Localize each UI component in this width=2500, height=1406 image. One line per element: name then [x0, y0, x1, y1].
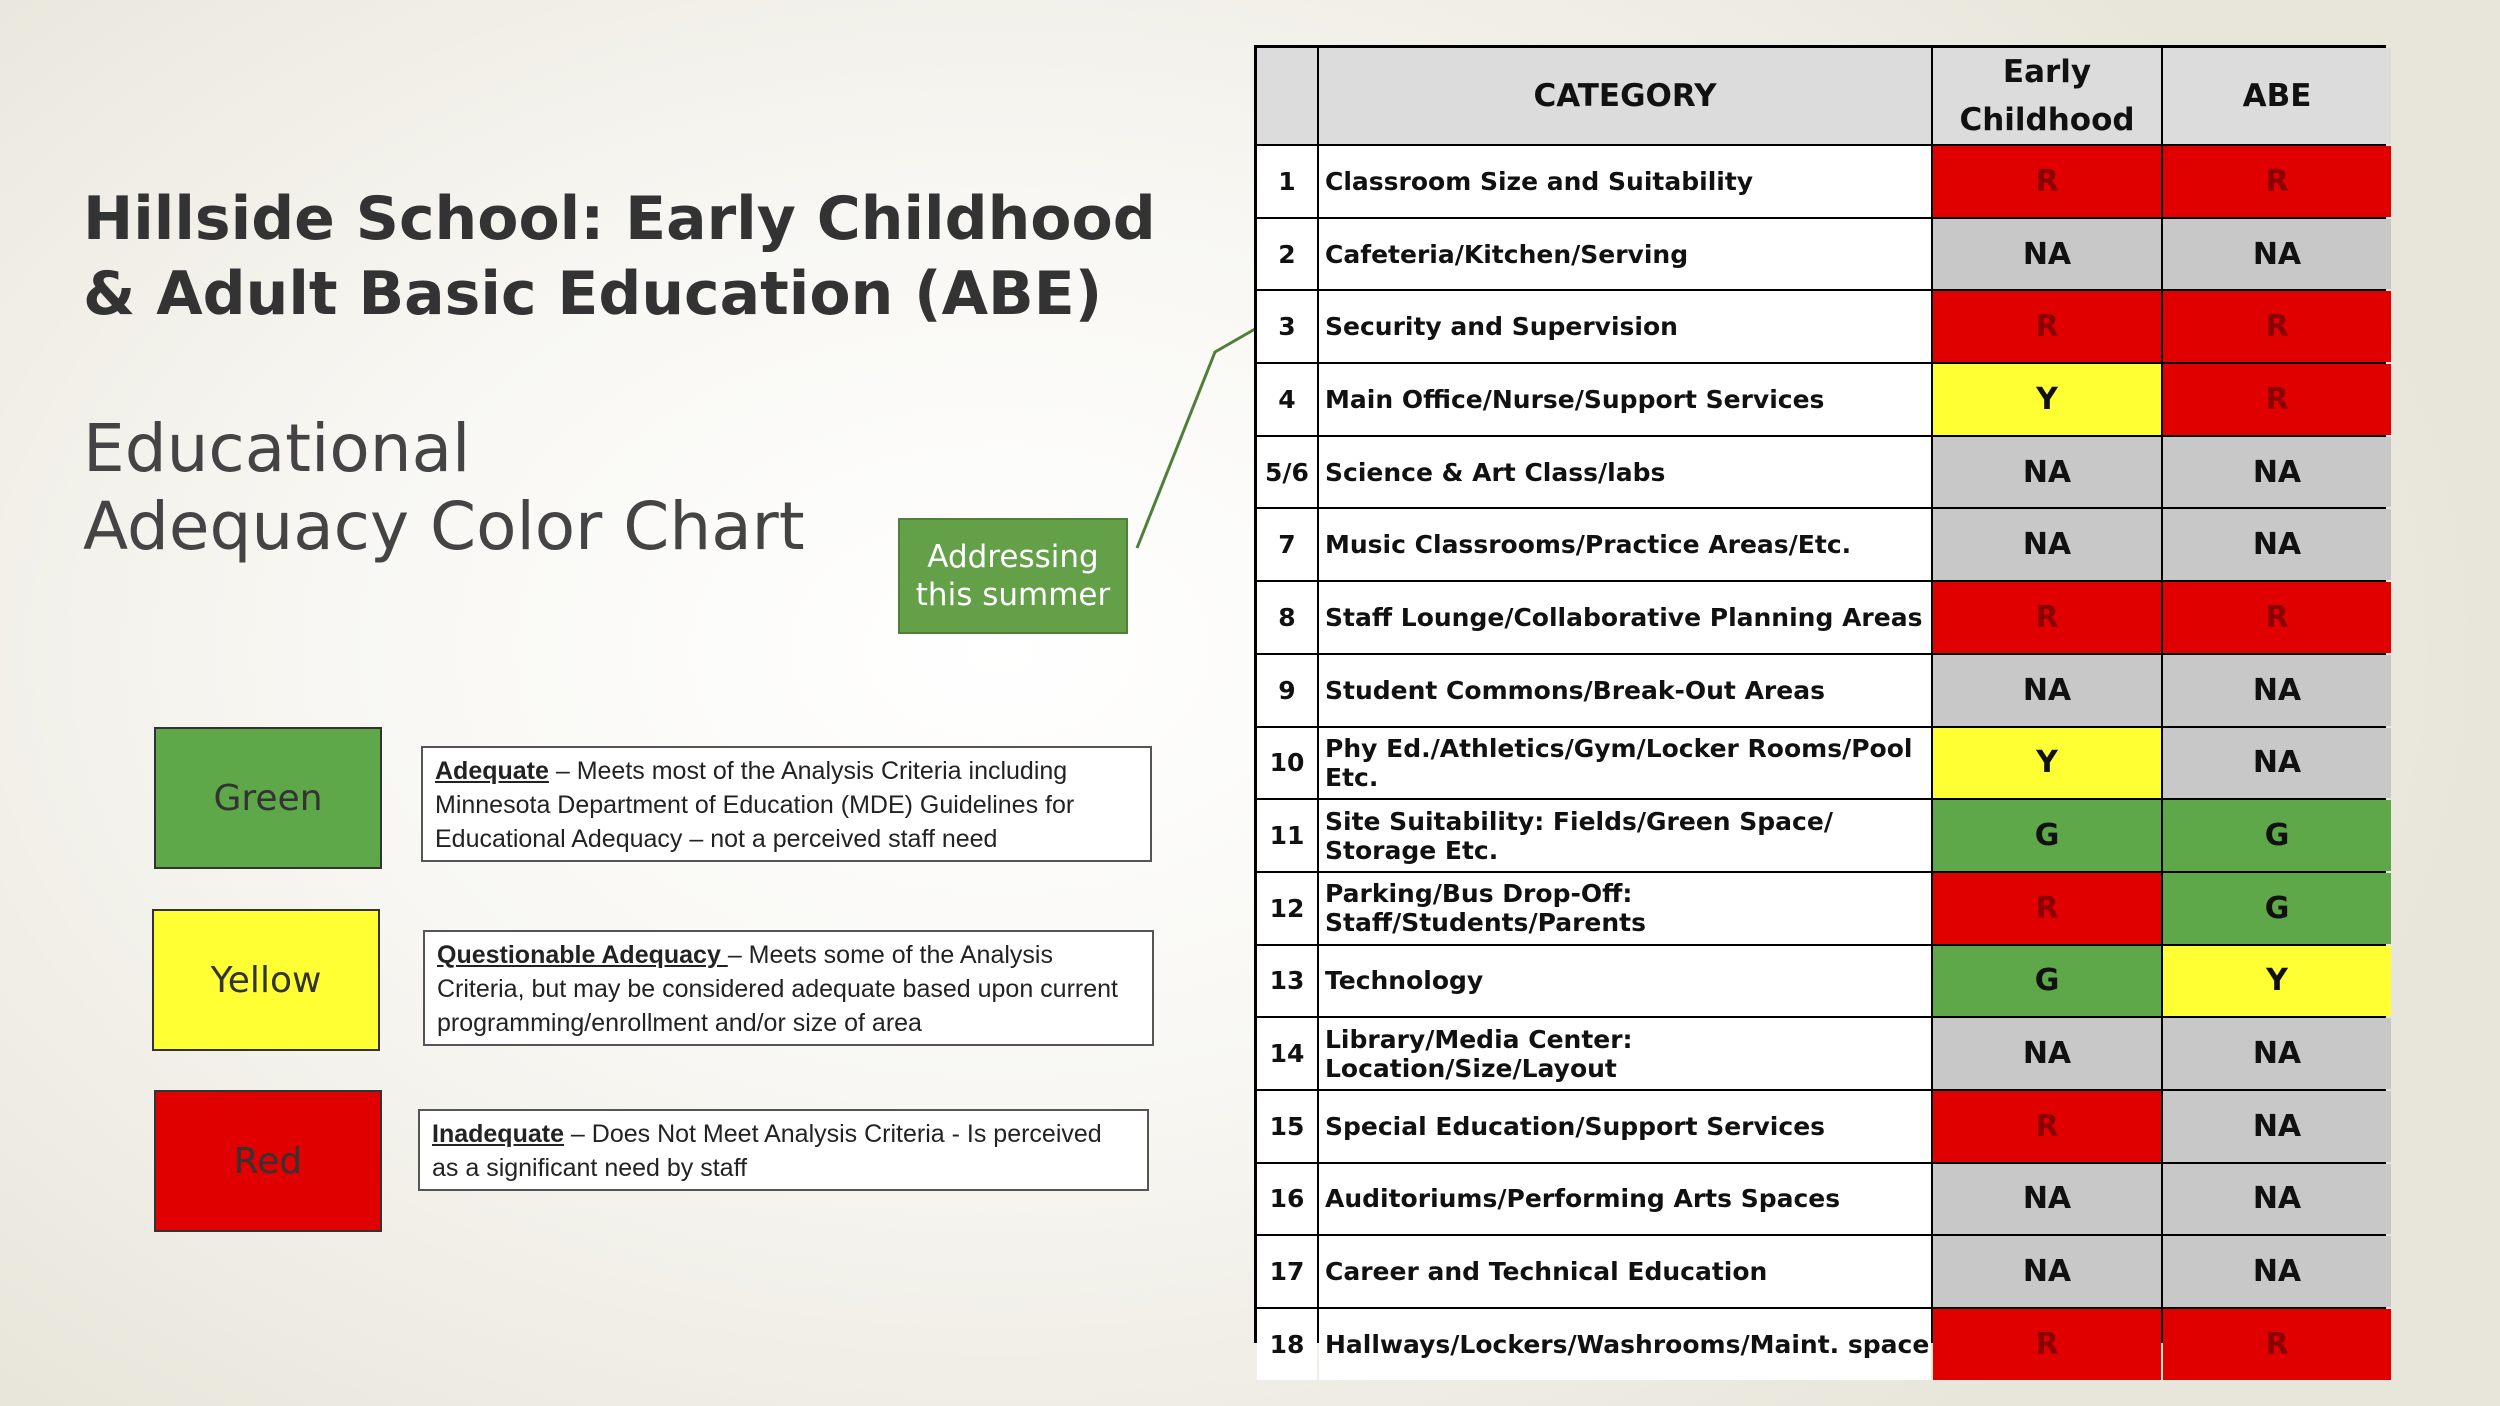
rating-early-childhood: R	[1933, 1309, 2161, 1380]
legend-red-swatch	[154, 1090, 382, 1232]
row-category: Classroom Size and Suitability	[1319, 146, 1931, 217]
row-category: Music Classrooms/Practice Areas/Etc.	[1319, 509, 1931, 580]
rating-early-childhood: NA	[1933, 1018, 2161, 1089]
rating-early-childhood: NA	[1933, 509, 2161, 580]
header-early-childhood	[1933, 48, 2161, 144]
rating-abe: NA	[2163, 728, 2391, 799]
legend-green-swatch	[154, 727, 382, 869]
callout-line-1: Addressing	[927, 539, 1099, 575]
legend-yellow-label: Yellow	[210, 959, 322, 1001]
subtitle-line-2: Adequacy Color Chart	[83, 488, 805, 565]
rating-early-childhood: NA	[1933, 219, 2161, 290]
rating-early-childhood: NA	[1933, 1236, 2161, 1307]
row-number: 1	[1257, 146, 1317, 217]
row-number: 12	[1257, 873, 1317, 944]
legend-red-label: Red	[233, 1140, 303, 1182]
row-number: 10	[1257, 728, 1317, 799]
row-category: Site Suitability: Fields/Green Space/ Storage Etc.	[1319, 800, 1931, 871]
rating-abe: G	[2163, 800, 2391, 871]
header-category: CATEGORY	[1319, 48, 1931, 144]
row-category: Auditoriums/Performing Arts Spaces	[1319, 1164, 1931, 1235]
rating-abe: R	[2163, 291, 2391, 362]
legend-yellow-description	[423, 930, 1154, 1046]
legend-red-description	[418, 1109, 1149, 1191]
rating-early-childhood: Y	[1933, 364, 2161, 435]
rating-early-childhood: Y	[1933, 728, 2161, 799]
row-number: 8	[1257, 582, 1317, 653]
row-category: Phy Ed./Athletics/Gym/Locker Rooms/Pool Etc.	[1319, 728, 1931, 799]
legend-red-text: – Does Not Meet Analysis Criteria - Is perceived as a significant need by staff	[432, 1120, 1102, 1182]
row-number: 15	[1257, 1091, 1317, 1162]
rating-early-childhood: G	[1933, 946, 2161, 1017]
rating-abe: NA	[2163, 655, 2391, 726]
rating-early-childhood: R	[1933, 146, 2161, 217]
row-category: Security and Supervision	[1319, 291, 1931, 362]
addressing-callout	[898, 518, 1128, 634]
row-category: Technology	[1319, 946, 1931, 1017]
legend-green-description	[421, 746, 1152, 862]
legend-green-label: Green	[213, 777, 323, 819]
rating-abe: NA	[2163, 1091, 2391, 1162]
subtitle-line-1: Educational	[83, 410, 471, 487]
row-number: 11	[1257, 800, 1317, 871]
header-number	[1257, 48, 1317, 144]
row-category: Main Office/Nurse/Support Services	[1319, 364, 1931, 435]
legend-green-term: Adequate	[435, 757, 549, 785]
row-number: 3	[1257, 291, 1317, 362]
rating-abe: NA	[2163, 437, 2391, 508]
row-number: 9	[1257, 655, 1317, 726]
callout-line-2: this summer	[915, 577, 1111, 613]
rating-early-childhood: R	[1933, 873, 2161, 944]
rating-early-childhood: NA	[1933, 437, 2161, 508]
rating-abe: NA	[2163, 219, 2391, 290]
row-category: Staff Lounge/Collaborative Planning Areas	[1319, 582, 1931, 653]
rating-early-childhood: R	[1933, 1091, 2161, 1162]
row-number: 18	[1257, 1309, 1317, 1380]
legend-yellow-text: – Meets some of the Analysis Criteria, but may be considered adequate based upon current programming/enrollment and/or size of area	[437, 941, 1118, 1037]
row-category: Science & Art Class/labs	[1319, 437, 1931, 508]
row-category: Hallways/Lockers/Washrooms/Maint. space	[1319, 1309, 1931, 1380]
row-category: Cafeteria/Kitchen/Serving	[1319, 219, 1931, 290]
rating-abe: Y	[2163, 946, 2391, 1017]
row-number: 2	[1257, 219, 1317, 290]
row-category: Career and Technical Education	[1319, 1236, 1931, 1307]
ratings-table	[1254, 45, 2386, 1362]
row-number: 14	[1257, 1018, 1317, 1089]
rating-abe: R	[2163, 582, 2391, 653]
title-line-1: Hillside School: Early Childhood	[83, 184, 1156, 254]
legend-red-term: Inadequate	[432, 1120, 564, 1148]
rating-early-childhood: NA	[1933, 655, 2161, 726]
rating-abe: NA	[2163, 1018, 2391, 1089]
rating-abe: NA	[2163, 1236, 2391, 1307]
legend-yellow-term: Questionable Adequacy	[437, 941, 728, 969]
header-abe: ABE	[2163, 48, 2391, 144]
rating-abe: R	[2163, 1309, 2391, 1380]
row-category: Library/Media Center: Location/Size/Layout	[1319, 1018, 1931, 1089]
rating-early-childhood: R	[1933, 291, 2161, 362]
page-title	[83, 182, 1156, 332]
legend-green-text: – Meets most of the Analysis Criteria including Minnesota Department of Education (MDE) Guidelines for Educational Adequacy – not a perceived staff need	[435, 757, 1075, 853]
row-category: Parking/Bus Drop-Off: Staff/Students/Parents	[1319, 873, 1931, 944]
row-number: 7	[1257, 509, 1317, 580]
rating-abe: NA	[2163, 1164, 2391, 1235]
row-number: 13	[1257, 946, 1317, 1017]
rating-abe: G	[2163, 873, 2391, 944]
row-number: 16	[1257, 1164, 1317, 1235]
header-ec-line-2: Childhood	[1959, 102, 2135, 138]
row-number: 17	[1257, 1236, 1317, 1307]
row-number: 4	[1257, 364, 1317, 435]
rating-early-childhood: G	[1933, 800, 2161, 871]
row-category: Student Commons/Break-Out Areas	[1319, 655, 1931, 726]
row-number: 5/6	[1257, 437, 1317, 508]
rating-early-childhood: R	[1933, 582, 2161, 653]
rating-abe: R	[2163, 364, 2391, 435]
rating-early-childhood: NA	[1933, 1164, 2161, 1235]
rating-abe: NA	[2163, 509, 2391, 580]
row-category: Special Education/Support Services	[1319, 1091, 1931, 1162]
title-line-2: & Adult Basic Education (ABE)	[83, 259, 1103, 329]
rating-abe: R	[2163, 146, 2391, 217]
legend-yellow-swatch	[152, 909, 380, 1051]
header-ec-line-1: Early	[2002, 54, 2092, 90]
page-subtitle	[83, 410, 805, 566]
